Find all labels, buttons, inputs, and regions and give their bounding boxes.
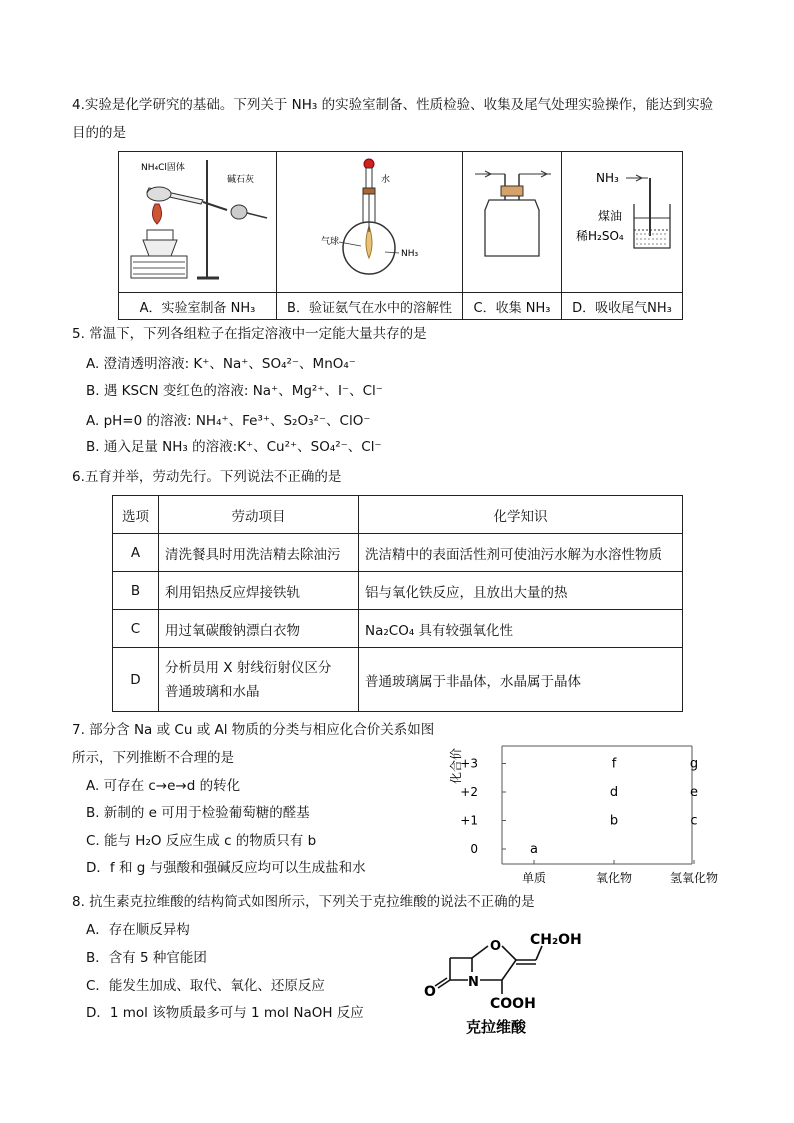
atom-n: N — [468, 975, 479, 990]
q5-stem: 5. 常温下，下列各组粒子在指定溶液中一定能大量共存的是 — [72, 326, 427, 342]
data-point-g: g — [689, 756, 699, 772]
label-nh3-b: NH₃ — [401, 249, 419, 259]
table-row — [113, 572, 683, 610]
data-point-d: d — [609, 785, 619, 800]
y-tick-label: +2 — [460, 785, 478, 799]
row-task — [159, 648, 359, 712]
apparatus-c-cell — [463, 152, 562, 293]
q7-option-a: A. 可存在 c→e→d 的转化 — [86, 778, 241, 794]
apparatus-b-cell — [277, 152, 463, 293]
row-task-line1: 分析员用 X 射线衍射仪区分 — [165, 659, 332, 676]
header-option: 选项 — [113, 496, 159, 534]
caption-d: D．吸收尾气NH₃ — [562, 293, 683, 320]
row-task: 用过氧碳酸钠漂白衣物 — [159, 610, 359, 648]
label-soda-lime: 碱石灰 — [227, 175, 255, 185]
atom-o-ring: O — [490, 939, 502, 954]
row-option: D — [113, 648, 159, 712]
row-task: 清洗餐具时用洗洁精去除油污 — [159, 534, 359, 572]
q5-option-2: B. 遇 KSCN 变红色的溶液: Na⁺、Mg²⁺、I⁻、Cl⁻ — [86, 383, 383, 399]
q7-stem-line1: 7. 部分含 Na 或 Cu 或 Al 物质的分类与相应化合价关系如图 — [72, 722, 435, 738]
apparatus-d-drawing — [562, 152, 682, 288]
apparatus-c-drawing — [463, 152, 561, 288]
row-option: A — [113, 534, 159, 572]
table-row — [113, 648, 683, 712]
label-nh3-d: NH₃ — [596, 171, 619, 185]
q4-apparatus-table — [118, 151, 683, 320]
header-knowledge: 化学知识 — [359, 496, 683, 534]
header-task: 劳动项目 — [159, 496, 359, 534]
chart-points — [530, 757, 698, 858]
y-tick-label: +3 — [460, 756, 478, 771]
y-tick-label: 0 — [470, 842, 478, 856]
chart-y-ticks — [460, 757, 506, 857]
q5-option-3: A. pH=0 的溶液: NH₄⁺、Fe³⁺、S₂O₃²⁻、ClO⁻ — [86, 413, 371, 429]
q8-stem: 8. 抗生素克拉维酸的结构简式如图所示，下列关于克拉维酸的说法不正确的是 — [72, 894, 535, 910]
row-knowledge: 铝与氧化铁反应，且放出大量的热 — [359, 572, 683, 610]
q6-table — [112, 495, 683, 712]
q7-stem-line2: 所示，下列推断不合理的是 — [72, 750, 234, 766]
atom-o-keto: O — [424, 984, 436, 1000]
y-tick-label: +1 — [460, 813, 478, 828]
data-point-b: b — [609, 813, 619, 829]
row-knowledge: Na₂CO₄ 具有较强氧化性 — [359, 610, 683, 648]
data-point-a: a — [530, 842, 538, 857]
q7-option-b: B. 新制的 e 可用于检验葡萄糖的醛基 — [86, 805, 310, 821]
row-option: C — [113, 610, 159, 648]
q4-stem-line1: 4.实验是化学研究的基础。下列关于 NH₃ 的实验室制备、性质检验、收集及尾气处理实验操作，能达到实验 — [72, 97, 714, 113]
label-dilute-acid: 稀H₂SO₄ — [576, 229, 624, 243]
data-point-f: f — [611, 756, 617, 772]
row-option: B — [113, 572, 159, 610]
q6-stem: 6.五育并举，劳动先行。下列说法不正确的是 — [72, 469, 342, 485]
table-row — [113, 534, 683, 572]
q5-option-1: A. 澄清透明溶液: K⁺、Na⁺、SO₄²⁻、MnO₄⁻ — [86, 356, 356, 372]
row-knowledge: 洗洁精中的表面活性剂可使油污水解为水溶性物质 — [359, 534, 683, 572]
row-knowledge: 普通玻璃属于非晶体，水晶属于晶体 — [359, 648, 683, 712]
row-task: 利用铝热反应焊接铁轨 — [159, 572, 359, 610]
group-cooh: COOH — [490, 996, 536, 1012]
q8-option-d: D．1 mol 该物质最多可与 1 mol NaOH 反应 — [86, 1005, 364, 1021]
label-water: 水 — [381, 175, 391, 185]
row-task-line2: 普通玻璃和水晶 — [165, 683, 260, 700]
q7-option-c: C. 能与 H₂O 反应生成 c 的物质只有 b — [86, 833, 317, 849]
x-tick-label: 氢氧化物 — [669, 871, 719, 885]
caption-c: C．收集 NH₃ — [463, 293, 562, 320]
q5-option-4: B. 通入足量 NH₃ 的溶液:K⁺、Cu²⁺、SO₄²⁻、Cl⁻ — [86, 439, 382, 455]
label-kerosene: 煤油 — [598, 209, 623, 223]
table-row — [113, 610, 683, 648]
apparatus-b-drawing — [277, 152, 462, 288]
label-nh4cl-solid: NH₄Cl固体 — [141, 163, 185, 173]
chart-ylabel: 化合价 — [449, 748, 463, 785]
q4-stem-line2: 目的的是 — [72, 125, 126, 141]
q8-option-a: A．存在顺反异构 — [86, 922, 190, 938]
q8-option-b: B．含有 5 种官能团 — [86, 950, 207, 966]
group-ch2oh: CH₂OH — [530, 932, 582, 948]
q7-option-d: D．f 和 g 与强酸和强碱反应均可以生成盐和水 — [86, 860, 366, 876]
x-tick-label: 单质 — [521, 871, 547, 885]
table-header-row — [113, 496, 683, 534]
data-point-c: c — [690, 813, 698, 829]
apparatus-a-drawing — [119, 152, 276, 288]
data-point-e: e — [690, 785, 698, 800]
caption-b: B．验证氨气在水中的溶解性 — [277, 293, 463, 320]
structure-name: 克拉维酸 — [466, 1018, 527, 1036]
q8-option-c: C．能发生加成、取代、氧化、还原反应 — [86, 978, 325, 994]
x-tick-label: 氧化物 — [595, 871, 633, 885]
label-balloon: 气球 — [321, 237, 340, 247]
apparatus-d-cell — [562, 152, 683, 293]
apparatus-a-cell — [119, 152, 277, 293]
clavulanic-acid-structure — [420, 928, 590, 1038]
caption-a: A．实验室制备 NH₃ — [119, 293, 277, 320]
valence-chart — [448, 740, 719, 890]
